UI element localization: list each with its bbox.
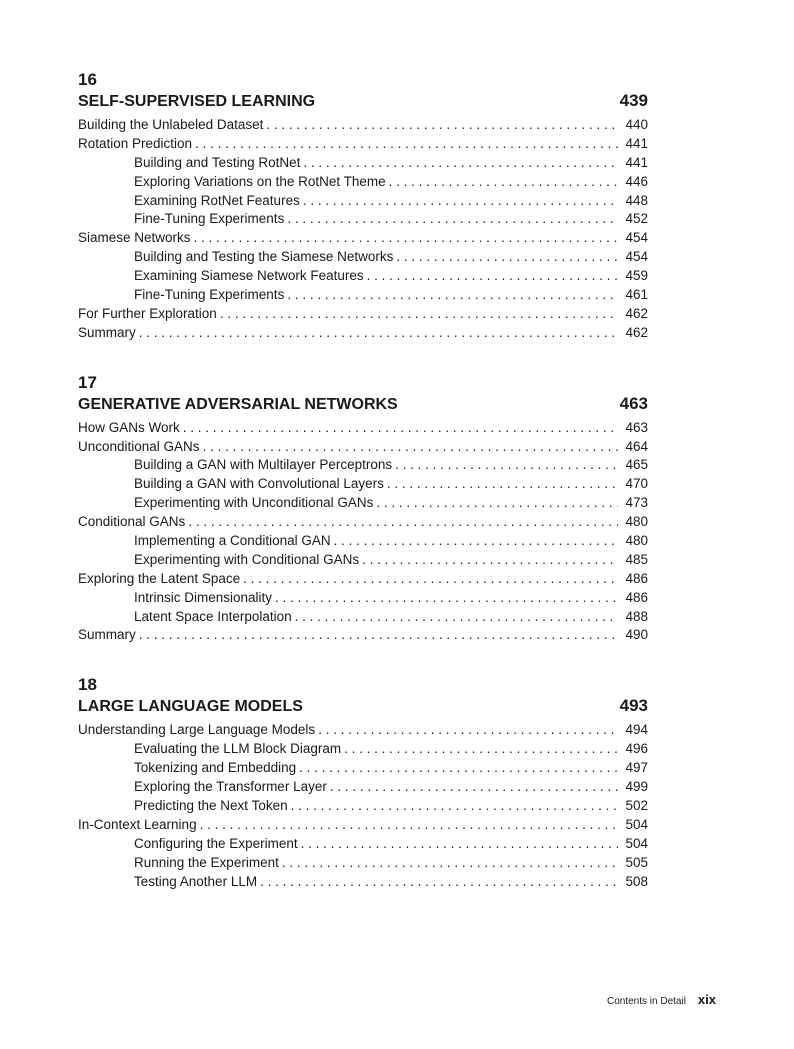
- entry-page: 454: [625, 230, 648, 246]
- entry-title[interactable]: Tokenizing and Embedding: [134, 760, 297, 776]
- entry-page: 462: [625, 324, 648, 340]
- dot-leader: [295, 608, 618, 627]
- chapter-number: 16: [78, 70, 97, 89]
- entry-title[interactable]: Unconditional GANs: [78, 438, 200, 454]
- dot-leader: [195, 135, 618, 154]
- dot-leader: [275, 589, 618, 608]
- dot-leader: [367, 267, 618, 286]
- toc-entry[interactable]: [78, 305, 648, 324]
- toc-subentry[interactable]: [78, 608, 648, 627]
- entry-page: 446: [625, 173, 648, 189]
- toc-entry[interactable]: [78, 324, 648, 343]
- dot-leader: [318, 721, 618, 740]
- entry-title[interactable]: Examining Siamese Network Features: [134, 268, 364, 284]
- dot-leader: [299, 759, 618, 778]
- entry-title[interactable]: Siamese Networks: [78, 230, 191, 246]
- entry-title[interactable]: Building the Unlabeled Dataset: [78, 117, 264, 132]
- entry-title[interactable]: Understanding Large Language Models: [78, 722, 316, 738]
- page-footer: [607, 992, 716, 1007]
- footer-label: Contents in Detail: [606, 996, 686, 1007]
- chapter-title[interactable]: LARGE LANGUAGE MODELS: [78, 698, 303, 716]
- entry-list: [78, 116, 648, 343]
- entry-title[interactable]: Running the Experiment: [134, 854, 279, 870]
- dot-leader: [334, 532, 618, 551]
- dot-leader: [287, 210, 618, 229]
- dot-leader: [139, 626, 618, 645]
- toc-entry[interactable]: [78, 721, 648, 740]
- entry-title[interactable]: Building a GAN with Multilayer Perceptrons: [134, 457, 393, 473]
- chapter-16: [78, 70, 648, 343]
- dot-leader: [287, 286, 618, 305]
- toc-entry[interactable]: [78, 626, 648, 645]
- entry-page: 494: [625, 722, 648, 738]
- toc-entry[interactable]: [78, 135, 648, 154]
- toc-subentry[interactable]: [78, 873, 648, 892]
- entry-title[interactable]: Examining RotNet Features: [134, 192, 300, 208]
- toc-entry[interactable]: [78, 419, 648, 438]
- entry-page: 486: [625, 570, 648, 586]
- entry-title[interactable]: Latent Space Interpolation: [134, 608, 292, 624]
- entry-title[interactable]: Exploring Variations on the RotNet Theme: [134, 173, 386, 189]
- entry-page: 462: [625, 305, 648, 321]
- dot-leader: [200, 816, 618, 835]
- dot-leader: [188, 513, 618, 532]
- entry-page: 504: [625, 816, 648, 832]
- entry-page: 448: [625, 192, 648, 208]
- entry-page: 488: [625, 608, 648, 624]
- entry-page: 441: [625, 135, 648, 151]
- dot-leader: [243, 570, 618, 589]
- dot-leader: [291, 797, 618, 816]
- dot-leader: [396, 248, 618, 267]
- entry-title[interactable]: Conditional GANs: [78, 514, 186, 530]
- toc-subentry[interactable]: [78, 286, 648, 305]
- dot-leader: [282, 854, 618, 873]
- dot-leader: [330, 778, 618, 797]
- entry-title[interactable]: Configuring the Experiment: [134, 835, 298, 851]
- toc-subentry[interactable]: [78, 589, 648, 608]
- entry-title[interactable]: Evaluating the LLM Block Diagram: [134, 741, 342, 757]
- toc-entry[interactable]: [78, 570, 648, 589]
- toc-subentry[interactable]: [78, 494, 648, 513]
- entry-title[interactable]: Summary: [78, 627, 136, 643]
- entry-page: 497: [625, 760, 648, 776]
- toc-subentry[interactable]: [78, 210, 648, 229]
- toc-entry[interactable]: [78, 438, 648, 457]
- entry-title[interactable]: Fine-Tuning Experiments: [134, 211, 285, 227]
- chapter-number: 17: [78, 372, 97, 392]
- toc-subentry[interactable]: [78, 778, 648, 797]
- entry-title[interactable]: For Further Exploration: [78, 305, 217, 321]
- entry-page: 465: [625, 457, 648, 473]
- dot-leader: [344, 740, 618, 759]
- entry-page: 496: [625, 741, 648, 757]
- dot-leader: [203, 438, 618, 457]
- toc-entry[interactable]: [78, 816, 648, 835]
- toc-subentry[interactable]: [78, 797, 648, 816]
- toc-subentry[interactable]: [78, 154, 648, 173]
- entry-page: 464: [625, 438, 648, 454]
- toc-subentry[interactable]: [78, 192, 648, 211]
- toc-subentry[interactable]: [78, 551, 648, 570]
- dot-leader: [395, 456, 618, 475]
- dot-leader: [260, 873, 618, 892]
- entry-page: 499: [625, 779, 648, 795]
- entry-page: 470: [625, 476, 648, 492]
- toc-subentry[interactable]: [78, 532, 648, 551]
- entry-title[interactable]: In-Context Learning: [78, 816, 197, 832]
- entry-page: 490: [625, 627, 648, 643]
- toc-subentry[interactable]: [78, 854, 648, 873]
- entry-page: 505: [625, 854, 648, 870]
- dot-leader: [301, 835, 618, 854]
- entry-page: 502: [625, 797, 648, 813]
- entry-page: 504: [625, 835, 648, 851]
- chapter-title[interactable]: SELF-SUPERVISED LEARNING: [78, 93, 316, 110]
- entry-page: 480: [625, 533, 648, 549]
- entry-title[interactable]: Experimenting with Unconditional GANs: [134, 495, 374, 511]
- entry-title[interactable]: Summary: [78, 324, 136, 340]
- toc-entry[interactable]: [78, 513, 648, 532]
- dot-leader: [194, 229, 618, 248]
- dot-leader: [139, 324, 618, 343]
- toc-subentry[interactable]: [78, 173, 648, 192]
- entry-page: 441: [625, 154, 648, 170]
- entry-page: 480: [625, 514, 648, 530]
- dot-leader: [387, 475, 618, 494]
- entry-page: 461: [625, 287, 648, 303]
- entry-page: 508: [625, 873, 648, 889]
- entry-title[interactable]: Fine-Tuning Experiments: [134, 287, 285, 303]
- dot-leader: [183, 419, 618, 438]
- dot-leader: [220, 305, 618, 324]
- entry-title[interactable]: Building a GAN with Convolutional Layers: [134, 476, 384, 492]
- dot-leader: [303, 192, 618, 211]
- entry-title[interactable]: Rotation Prediction: [78, 135, 193, 151]
- dot-leader: [303, 154, 618, 173]
- entry-list: [78, 419, 648, 646]
- entry-page: 440: [625, 117, 648, 132]
- chapter-heading[interactable]: [78, 695, 648, 717]
- chapter-page: 439: [619, 91, 648, 110]
- dot-leader: [362, 551, 618, 570]
- chapter-18: [78, 675, 648, 891]
- toc-subentry[interactable]: [78, 248, 648, 267]
- chapter-title[interactable]: GENERATIVE ADVERSARIAL NETWORKS: [78, 395, 398, 413]
- toc-entry[interactable]: [78, 116, 648, 135]
- entry-page: 452: [625, 211, 648, 227]
- entry-title[interactable]: Intrinsic Dimensionality: [134, 589, 273, 605]
- entry-title[interactable]: How GANs Work: [78, 419, 180, 435]
- entry-page: 473: [625, 495, 648, 511]
- toc-subentry[interactable]: [78, 456, 648, 475]
- chapter-page: 463: [619, 393, 648, 413]
- chapter-heading[interactable]: [78, 393, 648, 415]
- toc-subentry[interactable]: [78, 740, 648, 759]
- entry-title[interactable]: Building and Testing RotNet: [134, 154, 301, 170]
- entry-page: 485: [625, 551, 648, 567]
- entry-title[interactable]: Exploring the Transformer Layer: [134, 779, 327, 795]
- chapter-page: 493: [619, 696, 648, 716]
- dot-leader: [376, 494, 618, 513]
- toc-entry[interactable]: [78, 229, 648, 248]
- footer-page-number: xix: [697, 992, 716, 1007]
- entry-title[interactable]: Exploring the Latent Space: [78, 570, 241, 586]
- entry-title[interactable]: Experimenting with Conditional GANs: [134, 551, 360, 567]
- entry-page: 486: [625, 589, 648, 605]
- chapter-17: [78, 373, 648, 646]
- toc-subentry[interactable]: [78, 835, 648, 854]
- dot-leader: [266, 116, 618, 135]
- entry-page: 454: [625, 249, 648, 265]
- table-of-contents: [78, 70, 648, 921]
- chapter-number: 18: [78, 675, 97, 695]
- chapter-heading[interactable]: [78, 90, 648, 112]
- toc-subentry[interactable]: [78, 759, 648, 778]
- toc-subentry[interactable]: [78, 267, 648, 286]
- entry-title[interactable]: Building and Testing the Siamese Networks: [134, 249, 394, 265]
- toc-subentry[interactable]: [78, 475, 648, 494]
- entry-title[interactable]: Predicting the Next Token: [134, 797, 288, 813]
- entry-page: 459: [625, 268, 648, 284]
- dot-leader: [389, 173, 618, 192]
- entry-list: [78, 721, 648, 891]
- entry-title[interactable]: Implementing a Conditional GAN: [134, 533, 331, 549]
- entry-page: 463: [625, 419, 648, 435]
- entry-title[interactable]: Testing Another LLM: [134, 873, 258, 889]
